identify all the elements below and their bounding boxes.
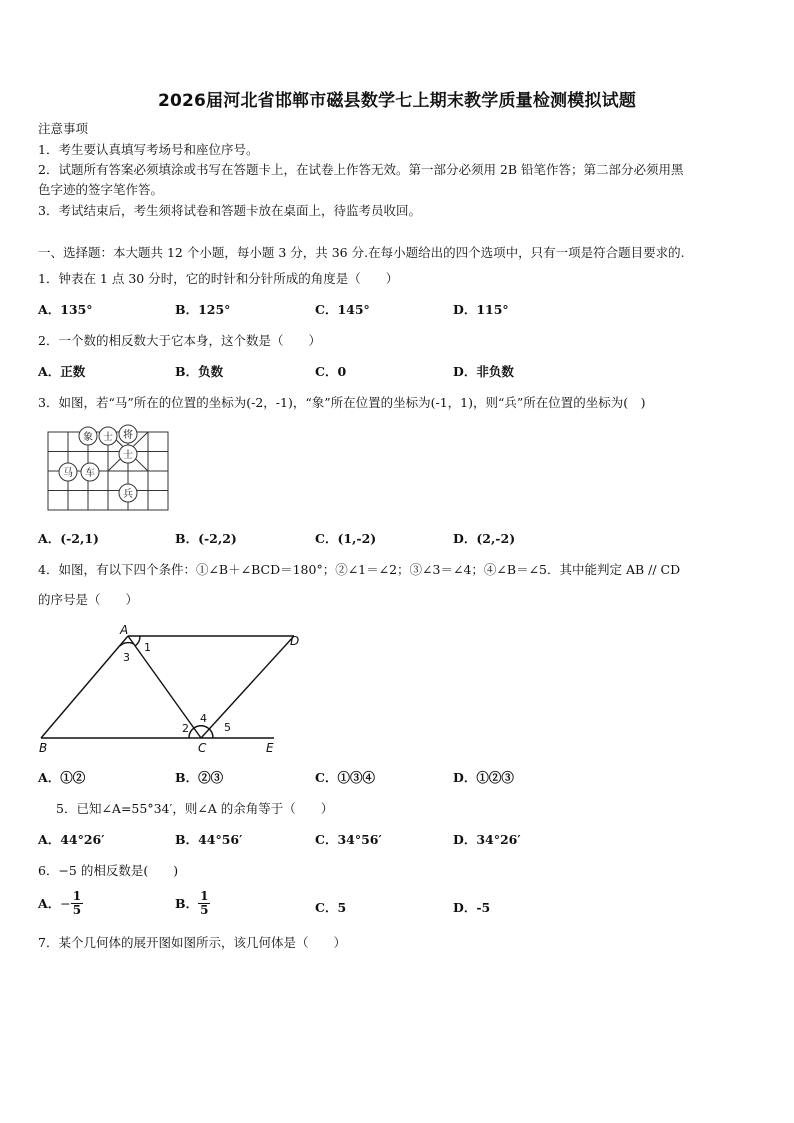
q6-option-a-fraction: [71, 890, 83, 917]
q2-option-b: B．负数: [175, 364, 224, 379]
q4-option-b: B．②③: [175, 770, 224, 785]
chess-board-figure: [46, 424, 170, 512]
parallel-lines-figure: [36, 622, 300, 756]
q2-option-d: D．非负数: [453, 364, 514, 379]
q2-option-c: C．0: [315, 364, 347, 379]
question-3-stem: 3．如图，若“马”所在的位置的坐标为(-2，-1)，“象”所在位置的坐标为(-1，1)，则“兵”所在位置的坐标为( ): [38, 395, 646, 410]
question-2-stem: 2．一个数的相反数大于它本身，这个数是（ ）: [38, 333, 321, 348]
q6-option-d: D．-5: [453, 900, 491, 915]
question-7-stem: 7．某个几何体的展开图如图所示，该几何体是（ ）: [38, 935, 346, 950]
q3-option-d: D．(2,-2): [453, 531, 516, 546]
notice-item: 3．考试结束后，考生须将试卷和答题卡放在桌面上，待监考员收回。: [38, 203, 421, 218]
angle-label-2: 2: [182, 722, 189, 735]
chess-piece-jiang: 将: [123, 430, 133, 441]
question-6-stem: 6．−5 的相反数是( ): [38, 863, 179, 878]
q6-option-a-sign: −: [60, 896, 71, 911]
point-label-b: B: [39, 741, 48, 755]
point-label-a: A: [120, 623, 129, 637]
angle-label-5: 5: [224, 721, 231, 734]
fraction-denominator: 5: [72, 903, 82, 917]
chess-piece-che: 车: [85, 468, 95, 479]
notice-item: 色字迹的签字笔作答。: [38, 182, 164, 197]
q4-option-c: C．①③④: [315, 770, 375, 785]
q4-option-d: D．①②③: [453, 770, 514, 785]
fraction-numerator: 1: [72, 889, 82, 903]
fraction-denominator: 5: [200, 903, 209, 917]
angle-label-4: 4: [200, 712, 207, 725]
fraction-numerator: 1: [200, 889, 209, 903]
question-1-stem: 1．钟表在 1 点 30 分时，它的时针和分针所成的角度是（ ）: [38, 271, 399, 286]
q6-option-b-fraction: [198, 890, 210, 917]
q5-option-d: D．34°26′: [453, 832, 521, 847]
chess-piece-shi: 士: [103, 432, 113, 443]
point-label-d: D: [290, 634, 300, 648]
chess-piece-shi: 士: [123, 450, 133, 461]
q3-option-a: A．(-2,1): [38, 531, 99, 546]
q5-option-a: A．44°26′: [38, 832, 105, 847]
q3-option-b: B．(-2,2): [175, 531, 237, 546]
q5-option-c: C．34°56′: [315, 832, 382, 847]
q2-option-a: A．正数: [38, 364, 86, 379]
q6-option-c: C．5: [315, 900, 347, 915]
chess-piece-ma: 马: [63, 468, 73, 479]
point-label-e: E: [266, 741, 274, 755]
page-title: 2026届河北省邯郸市磁县数学七上期末教学质量检测模拟试题: [157, 91, 637, 111]
q6-option-a-label: A．: [38, 896, 61, 911]
q1-option-d: D．115°: [453, 302, 509, 317]
q1-option-b: B．125°: [175, 302, 231, 317]
chess-piece-bing: 兵: [123, 489, 133, 500]
notice-item: 2．试题所有答案必须填涂或书写在答题卡上，在试卷上作答无效。第一部分必须用 2B 铅笔作答；第二部分必须用黑: [38, 162, 684, 177]
section-heading: 一、选择题：本大题共 12 个小题，每小题 3 分，共 36 分.在每小题给出的四个选项中，只有一项是符合题目要求的.: [38, 245, 685, 260]
question-5-stem: 5．已知∠A=55°34′，则∠A 的余角等于（ ）: [56, 801, 334, 816]
q6-option-a: [38, 890, 83, 917]
q6-option-b-label: B．: [175, 896, 199, 911]
point-label-c: C: [198, 741, 207, 755]
chess-piece-xiang: 象: [83, 432, 93, 443]
question-4-stem: 4．如图，有以下四个条件：①∠B＋∠BCD＝180°；②∠1＝∠2；③∠3＝∠4；④∠B＝∠5．其中能判定 AB // CD: [38, 562, 681, 577]
q6-option-b: [175, 890, 210, 917]
question-4-stem-continued: 的序号是（ ）: [38, 592, 139, 607]
q1-option-c: C．145°: [315, 302, 370, 317]
q4-option-a: A．①②: [38, 770, 86, 785]
angle-label-3: 3: [123, 651, 130, 664]
notice-item: 1．考生要认真填写考场号和座位序号。: [38, 142, 259, 157]
q1-option-a: A．135°: [38, 302, 93, 317]
q3-option-c: C．(1,-2): [315, 531, 377, 546]
q5-option-b: B．44°56′: [175, 832, 243, 847]
notice-heading: 注意事项: [38, 121, 89, 136]
angle-label-1: 1: [144, 641, 151, 654]
